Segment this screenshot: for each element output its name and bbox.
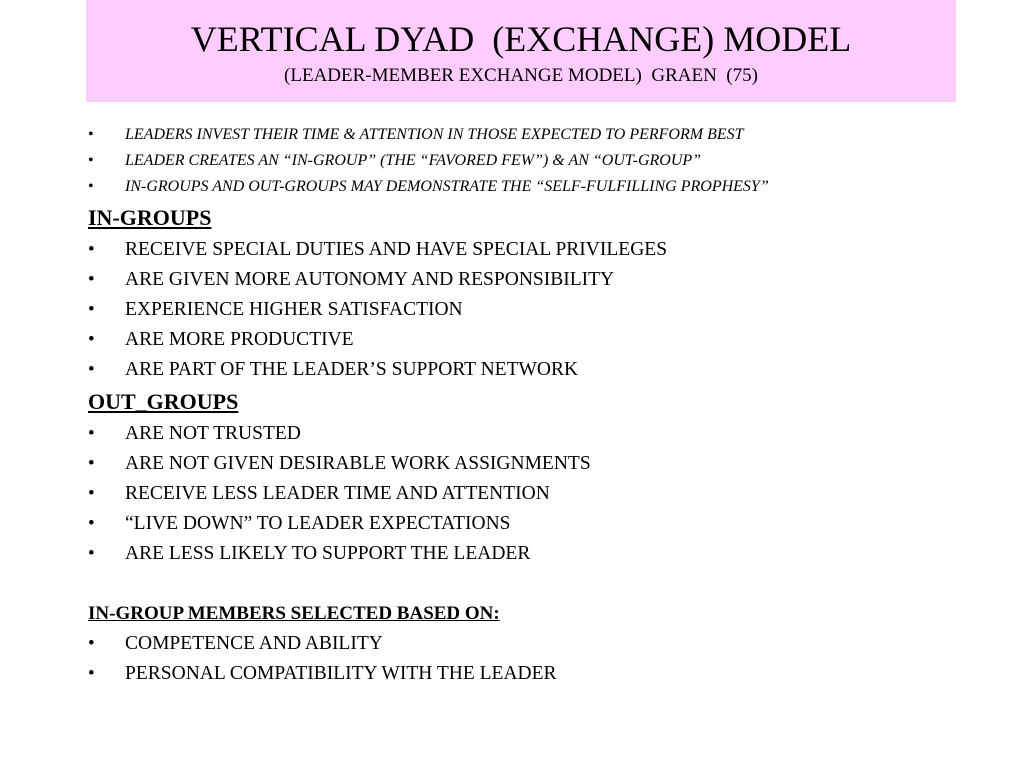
in-groups-item: ARE GIVEN MORE AUTONOMY AND RESPONSIBILITY — [125, 269, 615, 290]
bullet-marker: • — [88, 543, 95, 564]
in-groups-heading: IN-GROUPS — [88, 205, 212, 230]
bullet-marker: • — [88, 359, 95, 380]
out-groups-item: ARE NOT GIVEN DESIRABLE WORK ASSIGNMENTS — [125, 453, 591, 474]
bullet-marker: • — [88, 269, 95, 290]
out-groups-item: “LIVE DOWN” TO LEADER EXPECTATIONS — [125, 513, 511, 534]
bullet-marker: • — [88, 152, 94, 169]
bullet-marker: • — [88, 483, 95, 504]
out-groups-item: RECEIVE LESS LEADER TIME AND ATTENTION — [125, 483, 550, 504]
bullet-marker: • — [88, 126, 94, 143]
intro-item: IN-GROUPS AND OUT-GROUPS MAY DEMONSTRATE THE “SELF-FULFILLING PROPHESY” — [125, 178, 769, 195]
bullet-marker: • — [88, 513, 95, 534]
selection-heading: IN-GROUP MEMBERS SELECTED BASED ON: — [88, 603, 500, 624]
bullet-marker: • — [88, 633, 95, 654]
bullet-marker: • — [88, 239, 95, 260]
in-groups-item: EXPERIENCE HIGHER SATISFACTION — [125, 299, 463, 320]
slide-subtitle: (LEADER-MEMBER EXCHANGE MODEL) GRAEN (75) — [284, 65, 758, 86]
in-groups-item: ARE PART OF THE LEADER’S SUPPORT NETWORK — [125, 359, 579, 380]
slide-title: VERTICAL DYAD (EXCHANGE) MODEL — [190, 19, 852, 59]
selection-item: COMPETENCE AND ABILITY — [125, 633, 383, 654]
title-banner — [86, 0, 956, 102]
bullet-marker: • — [88, 663, 95, 684]
in-groups-item: RECEIVE SPECIAL DUTIES AND HAVE SPECIAL PRIVILEGES — [125, 239, 668, 260]
intro-item: LEADER CREATES AN “IN-GROUP” (THE “FAVORED FEW”) & AN “OUT-GROUP” — [125, 152, 702, 169]
bullet-marker: • — [88, 178, 94, 195]
bullet-marker: • — [88, 329, 95, 350]
out-groups-item: ARE LESS LIKELY TO SUPPORT THE LEADER — [125, 543, 531, 564]
out-groups-item: ARE NOT TRUSTED — [125, 423, 301, 444]
bullet-marker: • — [88, 423, 95, 444]
bullet-marker: • — [88, 299, 95, 320]
intro-item: LEADERS INVEST THEIR TIME & ATTENTION IN THOSE EXPECTED TO PERFORM BEST — [125, 126, 744, 143]
in-groups-item: ARE MORE PRODUCTIVE — [125, 329, 354, 350]
bullet-marker: • — [88, 453, 95, 474]
selection-item: PERSONAL COMPATIBILITY WITH THE LEADER — [125, 663, 557, 684]
out-groups-heading: OUT_GROUPS — [88, 389, 239, 414]
